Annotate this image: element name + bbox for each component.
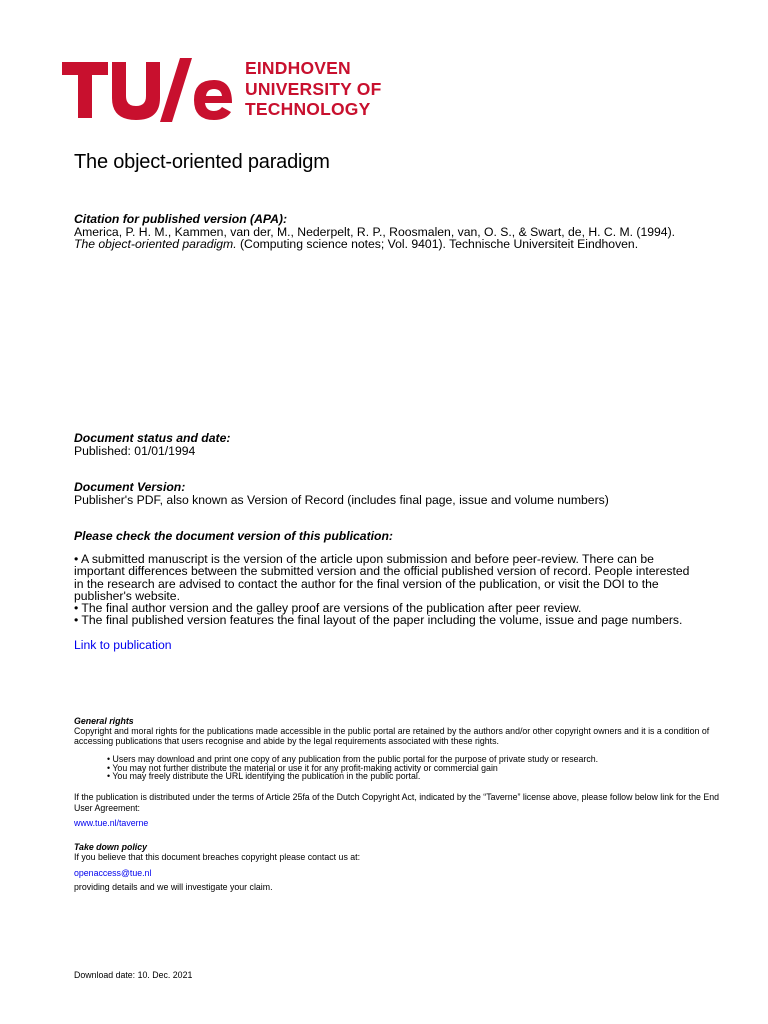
university-name xyxy=(245,58,381,120)
version-section xyxy=(74,481,724,506)
general-rights-text: Copyright and moral rights for the publications made accessible in the public portal are retained by the authors and/or other copyright owners and it is a condition of accessing publications that users recognise and abide by the legal requirements associated with these rights. xyxy=(74,726,710,747)
taverne-link[interactable]: www.tue.nl/taverne xyxy=(74,817,149,828)
general-rights-section xyxy=(74,716,724,828)
logo-line-3: TECHNOLOGY xyxy=(245,99,371,119)
check-bullet-3: • The final published version features the final layout of the paper including the volume, issue and page numbers. xyxy=(74,613,683,628)
version-label: Document Version: xyxy=(74,480,186,494)
rights-item-2: • You may not further distribute the material or use it for any profit-making activity or commercial gain xyxy=(107,762,498,773)
citation-text xyxy=(74,226,724,251)
download-date: Download date: 10. Dec. 2021 xyxy=(74,970,193,980)
check-bullet-1: • A submitted manuscript is the version of the article upon submission and before peer-review. There can be important differences between the submitted version and the official published version of record. People interested in the research are advised to contact the author for the final version of the publication, or visit the DOI to the publisher's website. xyxy=(74,552,690,603)
logo-line-2: UNIVERSITY OF xyxy=(245,78,382,99)
logo-line-1: EINDHOVEN xyxy=(245,58,351,78)
takedown-text: If you believe that this document breaches copyright please contact us at: xyxy=(74,852,361,862)
check-label: Please check the document version of this publication: xyxy=(74,529,393,543)
rights-item-1: • Users may download and print one copy of any publication from the public portal for the purpose of private study or research. xyxy=(107,753,599,764)
check-bullet-2: • The final author version and the galley proof are versions of the publication after peer review. xyxy=(74,601,582,616)
version-value: Publisher's PDF, also known as Version of Record (includes final page, issue and volume numbers) xyxy=(74,493,609,507)
status-value: Published: 01/01/1994 xyxy=(74,444,196,458)
takedown-email-link[interactable]: openaccess@tue.nl xyxy=(74,868,152,879)
tue-logo-mark xyxy=(62,58,232,122)
rights-list xyxy=(107,755,724,782)
citation-work-title: The object-oriented paradigm. xyxy=(74,237,237,252)
taverne-text: If the publication is distributed under the terms of Article 25fa of the Dutch Copyright Act, indicated by the “Taverne” license above, please follow below link for the End User Agreement: xyxy=(74,792,719,813)
takedown-label: Take down policy xyxy=(74,842,147,852)
page-title: The object-oriented paradigm xyxy=(74,151,330,173)
citation-authors: America, P. H. M., Kammen, van der, M., Nederpelt, R. P., Roosmalen, van, O. S., & Swart, de, H. C. M. (1994). xyxy=(74,225,676,239)
publication-link[interactable]: Link to publication xyxy=(74,637,172,652)
takedown-after: providing details and we will investigate your claim. xyxy=(74,882,273,893)
takedown-section xyxy=(74,842,724,893)
status-label: Document status and date: xyxy=(74,431,231,445)
general-rights-label: General rights xyxy=(74,716,134,726)
citation-label: Citation for published version (APA): xyxy=(74,212,288,226)
status-section xyxy=(74,432,724,457)
rights-item-3: • You may freely distribute the URL identifying the publication in the public portal. xyxy=(107,771,421,782)
check-section xyxy=(74,530,699,652)
citation-rest: (Computing science notes; Vol. 9401). Technische Universiteit Eindhoven. xyxy=(236,237,639,252)
citation-section xyxy=(74,213,724,251)
